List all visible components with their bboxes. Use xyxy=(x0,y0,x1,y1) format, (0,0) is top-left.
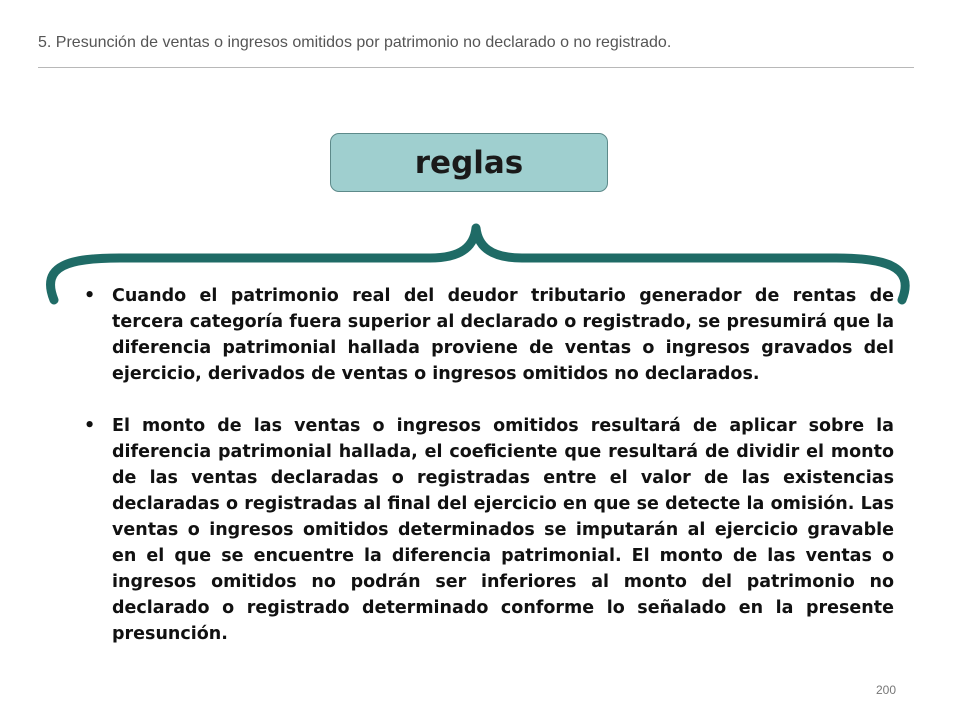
rules-label: reglas xyxy=(414,144,524,181)
rule-text-1: Cuando el patrimonio real del deudor tributario generador de rentas de tercera categoría fuera superior al declarado o registrado, se presumirá que la diferencia patrimonial hallada proviene de ventas o ingresos gravados del ejercicio, derivados de ventas o ingresos omitidos no declarados. xyxy=(112,286,894,384)
bullet-2: • xyxy=(84,416,96,436)
rules-list xyxy=(84,283,894,647)
page-number: 200 xyxy=(876,683,897,697)
slide-title: 5. Presunción de ventas o ingresos omitidos por patrimonio no declarado o no registrado. xyxy=(38,34,672,51)
bullet-1: • xyxy=(84,286,96,306)
rule-item-1 xyxy=(84,283,894,387)
rule-text-2: El monto de las ventas o ingresos omitidos resultará de aplicar sobre la diferencia patrimonial hallada, el coeficiente que resultará de dividir el monto de las ventas declaradas o registradas entre el valor de las existencias declaradas o registradas al final del ejercicio en que se detecte la omisión. Las ventas o ingresos omitidos determinados se imputarán al ejercicio gravable en el que se encuentre la diferencia patrimonial. El monto de las ventas o ingresos omitidos no podrán ser inferiores al monto del patrimonio no declarado o registrado determinado conforme lo señalado en la presente presunción. xyxy=(112,416,894,644)
rule-item-2 xyxy=(84,413,894,647)
